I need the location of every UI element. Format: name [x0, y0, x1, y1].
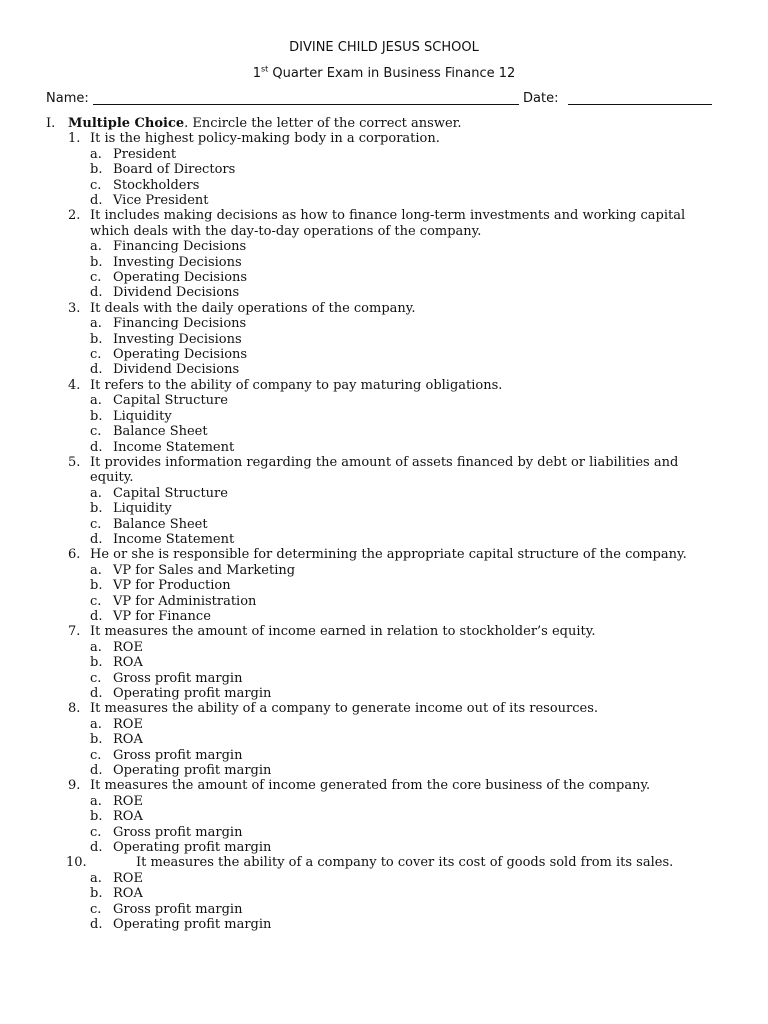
choice-list	[90, 147, 714, 209]
answer-choice[interactable]	[90, 671, 714, 686]
answer-choice[interactable]	[90, 871, 714, 886]
question-number: 6.	[68, 547, 81, 563]
choice-letter[interactable]: a.	[90, 793, 102, 809]
answer-choice[interactable]	[90, 686, 714, 701]
question-item	[46, 778, 714, 855]
choice-text: Board of Directors	[113, 162, 236, 178]
choice-letter[interactable]: b.	[90, 578, 103, 594]
choice-letter[interactable]: d.	[90, 917, 103, 933]
exam-title-text: Quarter Exam in Business Finance 12	[268, 66, 516, 81]
choice-text: ROA	[113, 655, 143, 671]
choice-letter[interactable]: b.	[90, 408, 103, 424]
answer-choice[interactable]	[90, 748, 714, 763]
answer-choice[interactable]	[90, 655, 714, 670]
choice-text: Operating profit margin	[113, 840, 272, 856]
choice-list	[90, 871, 714, 933]
name-label: Name:	[46, 91, 89, 106]
answer-choice[interactable]	[90, 578, 714, 593]
choice-text: Income Statement	[113, 439, 235, 455]
instruction-text: . Encircle the letter of the correct answer.	[184, 116, 462, 131]
choice-text: ROE	[113, 639, 143, 655]
choice-letter[interactable]: a.	[90, 239, 102, 255]
school-name: DIVINE CHILD JESUS SCHOOL	[289, 40, 479, 55]
question-number: 3.	[68, 300, 81, 316]
answer-choice[interactable]	[90, 239, 714, 254]
answer-choice[interactable]	[90, 162, 714, 177]
answer-choice[interactable]	[90, 532, 714, 547]
choice-text: Vice President	[113, 193, 209, 209]
choice-letter[interactable]: b.	[90, 732, 103, 748]
choice-text: ROE	[113, 870, 143, 886]
choice-text: Financing Decisions	[113, 316, 247, 332]
choice-text: VP for Sales and Marketing	[113, 562, 296, 578]
question-text: It measures the amount of income earned in relation to stockholder’s equity.	[90, 624, 596, 640]
question-number: 4.	[68, 377, 81, 393]
choice-letter[interactable]: a.	[90, 639, 102, 655]
question-text: It provides information regarding the amount of assets financed by debt or liabilities and equity.	[90, 454, 679, 486]
question-number: 2.	[68, 208, 81, 224]
choice-text: ROE	[113, 716, 143, 732]
answer-choice[interactable]	[90, 255, 714, 270]
answer-choice[interactable]	[90, 809, 714, 824]
choice-text: Income Statement	[113, 531, 235, 547]
choice-letter[interactable]: c.	[90, 824, 102, 840]
question-item	[46, 378, 714, 455]
question-text: It includes making decisions as how to finance long-term investments and working capital which deals with the day-to-day operations of the company.	[90, 208, 686, 239]
choice-text: VP for Production	[113, 578, 231, 594]
answer-choice[interactable]	[90, 517, 714, 532]
question-number: 5.	[68, 454, 81, 470]
question-number: 9.	[68, 778, 81, 794]
answer-choice[interactable]	[90, 717, 714, 732]
choice-text: Dividend Decisions	[113, 285, 240, 301]
answer-choice[interactable]	[90, 902, 714, 917]
date-label: Date:	[523, 91, 559, 106]
choice-list	[90, 486, 714, 548]
choice-letter[interactable]: a.	[90, 562, 102, 578]
choice-letter[interactable]: d.	[90, 193, 103, 209]
choice-text: Dividend Decisions	[113, 362, 240, 378]
question-number: 8.	[68, 701, 81, 717]
answer-choice[interactable]	[90, 285, 714, 300]
question-text: It measures the ability of a company to cover its cost of goods sold from its sales.	[136, 855, 674, 871]
section-heading	[46, 116, 726, 131]
question-number: 7.	[68, 624, 81, 640]
name-date-line	[46, 91, 712, 107]
question-list	[46, 131, 726, 932]
choice-letter[interactable]: b.	[90, 886, 103, 902]
exam-ordinal-suffix: st	[260, 64, 269, 74]
exam-ordinal: 1	[252, 66, 261, 81]
choice-text: Gross profit margin	[113, 901, 243, 917]
choice-text: Liquidity	[113, 501, 172, 517]
choice-letter[interactable]: d.	[90, 840, 103, 856]
choice-list	[90, 316, 714, 378]
question-item	[46, 455, 714, 547]
answer-choice[interactable]	[90, 609, 714, 624]
section-number: I.	[46, 116, 56, 131]
answer-choice[interactable]	[90, 486, 714, 501]
choice-text: Investing Decisions	[113, 331, 242, 347]
question-text: It deals with the daily operations of the company.	[90, 300, 416, 316]
choice-text: Operating profit margin	[113, 763, 272, 779]
question-item	[46, 701, 714, 778]
choice-letter[interactable]: d.	[90, 763, 103, 779]
choice-text: Operating Decisions	[113, 270, 248, 286]
choice-text: Investing Decisions	[113, 254, 242, 270]
choice-letter[interactable]: c.	[90, 747, 102, 763]
answer-choice[interactable]	[90, 316, 714, 331]
choice-letter[interactable]: d.	[90, 285, 103, 301]
answer-choice[interactable]	[90, 147, 714, 162]
choice-text: Capital Structure	[113, 393, 228, 409]
question-item	[46, 624, 714, 701]
choice-letter[interactable]: c.	[90, 901, 102, 917]
question-text: It measures the ability of a company to generate income out of its resources.	[90, 701, 599, 717]
choice-letter[interactable]: b.	[90, 331, 103, 347]
answer-choice[interactable]	[90, 563, 714, 578]
question-text: He or she is responsible for determining the appropriate capital structure of the company.	[90, 547, 687, 563]
choice-letter[interactable]: c.	[90, 424, 102, 440]
name-blank[interactable]	[93, 104, 519, 105]
choice-letter[interactable]: c.	[90, 347, 102, 363]
section-title: Multiple Choice	[68, 116, 185, 131]
date-blank[interactable]	[568, 104, 712, 105]
answer-choice[interactable]	[90, 640, 714, 655]
answer-choice[interactable]	[90, 347, 714, 362]
choice-letter[interactable]: c.	[90, 670, 102, 686]
choice-letter[interactable]: a.	[90, 316, 102, 332]
choice-text: VP for Administration	[113, 593, 257, 609]
answer-choice[interactable]	[90, 440, 714, 455]
answer-choice[interactable]	[90, 763, 714, 778]
answer-choice[interactable]	[90, 840, 714, 855]
choice-letter[interactable]: b.	[90, 501, 103, 517]
answer-choice[interactable]	[90, 886, 714, 901]
choice-letter[interactable]: b.	[90, 809, 103, 825]
answer-choice[interactable]	[90, 270, 714, 285]
choice-text: President	[113, 146, 177, 162]
choice-text: VP for Finance	[113, 608, 211, 624]
choice-letter[interactable]: a.	[90, 146, 102, 162]
answer-choice[interactable]	[90, 594, 714, 609]
choice-letter[interactable]: b.	[90, 162, 103, 178]
answer-choice[interactable]	[90, 193, 714, 208]
choice-letter[interactable]: b.	[90, 254, 103, 270]
choice-letter[interactable]: c.	[90, 177, 102, 193]
section-instruction	[68, 116, 462, 131]
choice-text: Operating profit margin	[113, 686, 272, 702]
choice-text: Operating profit margin	[113, 917, 272, 933]
choice-text: ROE	[113, 793, 143, 809]
choice-text: Financing Decisions	[113, 239, 247, 255]
multiple-choice-section	[46, 116, 726, 933]
question-item	[46, 301, 714, 378]
exam-title	[0, 66, 768, 81]
answer-choice[interactable]	[90, 362, 714, 377]
choice-letter[interactable]: b.	[90, 655, 103, 671]
choice-text: Balance Sheet	[113, 516, 208, 532]
question-item	[46, 855, 714, 932]
choice-letter[interactable]: a.	[90, 485, 102, 501]
choice-text: Gross profit margin	[113, 670, 243, 686]
choice-text: ROA	[113, 809, 143, 825]
choice-list	[90, 563, 714, 625]
question-number: 1.	[68, 131, 81, 147]
question-item	[46, 131, 714, 208]
answer-choice[interactable]	[90, 424, 714, 439]
answer-choice[interactable]	[90, 825, 714, 840]
choice-letter[interactable]: d.	[90, 439, 103, 455]
choice-letter[interactable]: a.	[90, 716, 102, 732]
choice-letter[interactable]: d.	[90, 686, 103, 702]
question-text: It refers to the ability of company to pay maturing obligations.	[90, 377, 503, 393]
answer-choice[interactable]	[90, 393, 714, 408]
choice-list	[90, 794, 714, 856]
choice-list	[90, 717, 714, 779]
answer-choice[interactable]	[90, 409, 714, 424]
answer-choice[interactable]	[90, 501, 714, 516]
choice-letter[interactable]: a.	[90, 393, 102, 409]
choice-letter[interactable]: c.	[90, 593, 102, 609]
question-number: 10.	[66, 855, 87, 871]
choice-list	[90, 239, 714, 301]
answer-choice[interactable]	[90, 332, 714, 347]
choice-text: Stockholders	[113, 177, 200, 193]
choice-letter[interactable]: d.	[90, 608, 103, 624]
choice-letter[interactable]: c.	[90, 516, 102, 532]
choice-text: ROA	[113, 886, 143, 902]
choice-text: Gross profit margin	[113, 824, 243, 840]
answer-choice[interactable]	[90, 178, 714, 193]
question-item	[46, 547, 714, 624]
choice-text: ROA	[113, 732, 143, 748]
choice-letter[interactable]: d.	[90, 531, 103, 547]
choice-text: Capital Structure	[113, 485, 228, 501]
choice-list	[90, 640, 714, 702]
choice-list	[90, 393, 714, 455]
choice-text: Liquidity	[113, 408, 172, 424]
choice-letter[interactable]: d.	[90, 362, 103, 378]
question-text: It measures the amount of income generated from the core business of the company.	[90, 778, 651, 794]
answer-choice[interactable]	[90, 794, 714, 809]
choice-text: Operating Decisions	[113, 347, 248, 363]
answer-choice[interactable]	[90, 917, 714, 932]
choice-letter[interactable]: c.	[90, 270, 102, 286]
question-text: It is the highest policy-making body in a corporation.	[90, 131, 440, 147]
choice-text: Gross profit margin	[113, 747, 243, 763]
choice-letter[interactable]: a.	[90, 870, 102, 886]
question-item	[46, 208, 714, 300]
answer-choice[interactable]	[90, 732, 714, 747]
choice-text: Balance Sheet	[113, 424, 208, 440]
